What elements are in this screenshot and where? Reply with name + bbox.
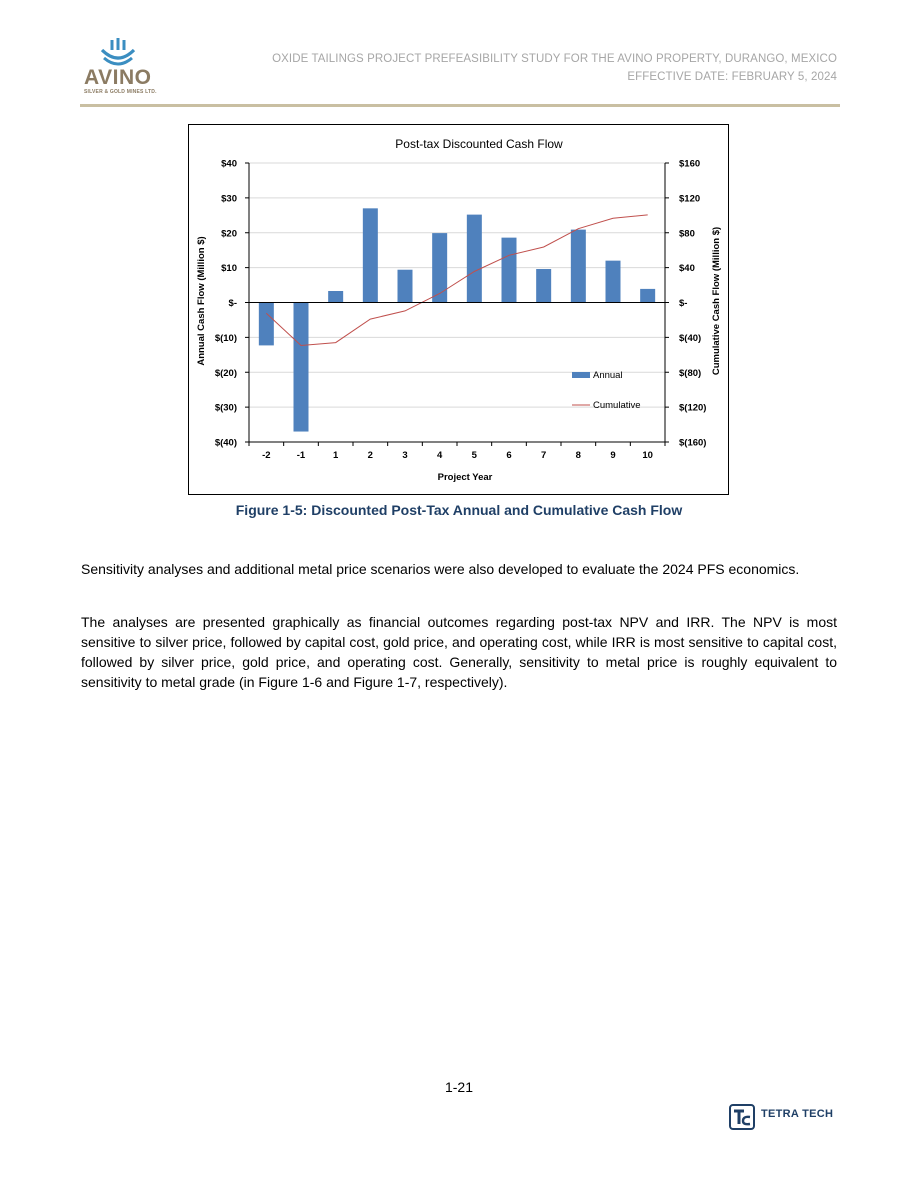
y-tick-label: $10: [221, 263, 237, 275]
y-tick-label: $(30): [214, 402, 237, 414]
tetra-tech-logo-icon: [729, 1104, 755, 1130]
bar: [502, 238, 517, 303]
legend-annual-label: Annual: [593, 370, 623, 381]
x-tick-label: -2: [262, 450, 271, 461]
y2-tick-label: $(40): [679, 332, 702, 344]
bar: [398, 270, 413, 303]
y2-tick-label: $(120): [679, 402, 707, 414]
bar: [571, 230, 586, 303]
y2-tick-label: $40: [679, 263, 695, 275]
figure-caption: Figure 1-5: Discounted Post-Tax Annual and Cumulative Cash Flow: [235, 502, 683, 518]
x-axis-label: Project Year: [437, 472, 493, 483]
x-tick-label: -1: [296, 450, 306, 461]
bar: [363, 208, 378, 302]
x-tick-label: 6: [506, 450, 512, 461]
y-tick-label: $30: [221, 193, 237, 205]
y2-tick-label: $(80): [679, 367, 702, 379]
y-axis-label: Annual Cash Flow (Million $): [196, 236, 207, 366]
bar: [432, 233, 447, 302]
bar: [640, 289, 655, 303]
body-paragraph-1: Sensitivity analyses and additional metal price scenarios were also developed to evaluate the 2024 PFS economics.: [81, 561, 800, 577]
figure-frame: [188, 124, 729, 495]
y2-tick-label: $120: [679, 193, 701, 205]
chart-title: Post-tax Discounted Cash Flow: [395, 137, 563, 151]
y-tick-label: $(10): [214, 332, 237, 344]
bar: [259, 303, 274, 346]
bar: [328, 291, 343, 303]
cumulative-line: [266, 215, 647, 346]
x-tick-label: 1: [333, 450, 339, 461]
y-tick-label: $-: [228, 298, 237, 309]
cash-flow-chart: [189, 125, 728, 494]
bar: [467, 215, 482, 303]
y-tick-label: $(40): [214, 437, 237, 449]
y2-tick-label: $(160): [679, 437, 707, 449]
header-rule: [80, 104, 840, 107]
y-tick-label: $(20): [214, 367, 237, 379]
document-title: OXIDE TAILINGS PROJECT PREFEASIBILITY STUDY FOR THE AVINO PROPERTY, DURANGO, MEXICO: [272, 53, 837, 65]
y2-axis-label: Cumulative Cash Flow (Million $): [711, 226, 722, 376]
tetra-tech-wordmark: TETRA TECH: [761, 1108, 834, 1120]
legend-cumulative-label: Cumulative: [593, 400, 641, 411]
logo-subtitle: SILVER & GOLD MINES LTD.: [84, 89, 157, 95]
x-tick-label: 2: [367, 450, 373, 461]
x-tick-label: 3: [402, 450, 408, 461]
chart-legend: [572, 370, 641, 411]
page-number: 1-21: [444, 1079, 474, 1095]
effective-date: EFFECTIVE DATE: FEBRUARY 5, 2024: [627, 71, 837, 83]
y2-tick-label: $160: [679, 158, 701, 170]
bar: [606, 261, 621, 303]
bar: [294, 303, 309, 432]
x-tick-label: 4: [437, 450, 443, 461]
body-paragraph-2: The analyses are presented graphically as financial outcomes regarding post-tax NPV and IRR. The NPV is most sensitive to silver price, followed by capital cost, gold price, and operating cost, while IRR is most sensitive to capital cost, followed by silver price, gold price, and operating cost. Generally, sensitivity to metal price is roughly equivalent to sensitivity to metal grade (in Figure 1-6 and Figure 1-7, respectively).: [81, 614, 837, 690]
logo-wordmark: AVINO: [84, 66, 152, 89]
y-tick-label: $20: [221, 228, 237, 240]
x-tick-label: 9: [610, 450, 616, 461]
legend-annual-swatch: [572, 372, 590, 378]
y2-tick-label: $80: [679, 228, 695, 240]
y-tick-label: $40: [221, 158, 237, 170]
x-tick-label: 8: [575, 450, 581, 461]
bar: [536, 269, 551, 302]
y2-tick-label: $-: [679, 298, 688, 309]
x-tick-label: 10: [642, 450, 653, 461]
x-tick-label: 5: [471, 450, 477, 461]
x-tick-label: 7: [541, 450, 547, 461]
